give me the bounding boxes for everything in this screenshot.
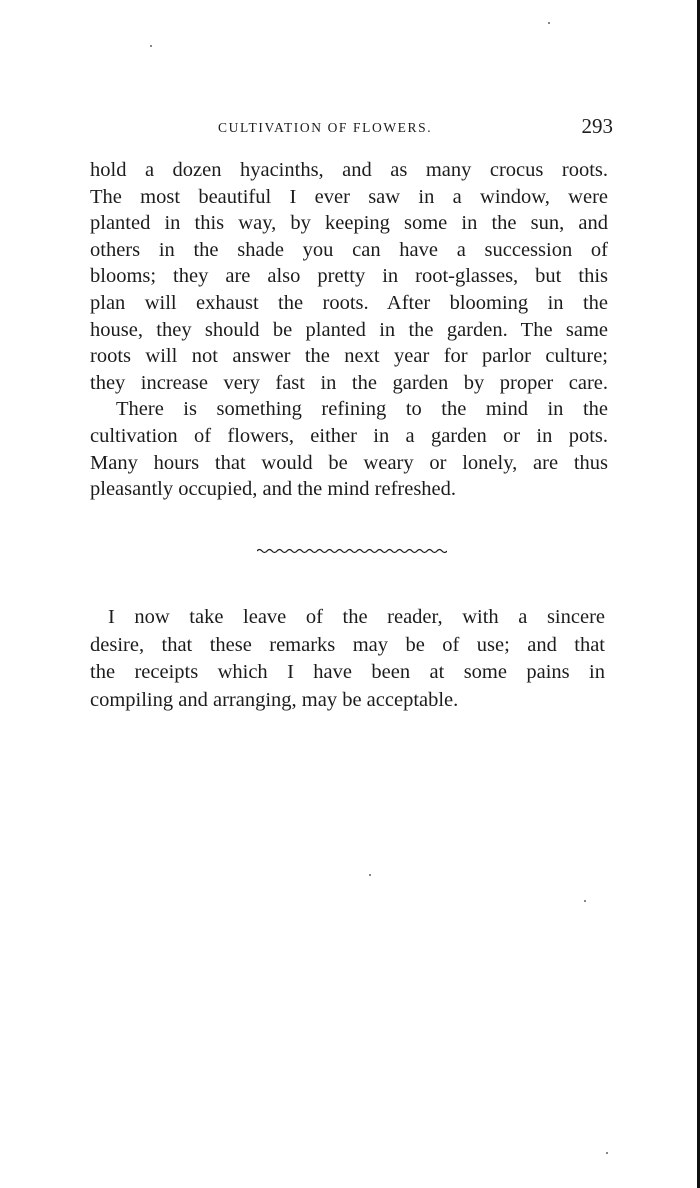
paper-speck [369,874,371,876]
paper-speck [548,22,550,24]
text-line: pleasantly occupied, and the mind refreshed. [90,478,457,501]
text-line: hold a dozen hyacinths, and as many crocus roots. [90,159,608,181]
text-line: blooms; they are also pretty in root-glasses, but this [90,265,608,288]
running-head [218,116,613,140]
text-line: plan will exhaust the roots. After blooming in the [90,291,608,314]
text-line: The most beautiful I ever saw in a window, were [90,185,608,208]
text-line: compiling and arranging, may be acceptable. [90,688,459,711]
text-line: Many hours that would be weary or lonely, are thus [90,451,608,474]
text-line: others in the shade you can have a succession of [90,238,608,261]
text-line: I now take leave of the reader, with a sincere [108,606,605,628]
main-text [90,157,608,503]
paper-speck [150,45,152,47]
text-line: roots will not answer the next year for parlor culture; [90,345,608,368]
closing-paragraph [90,604,605,714]
paper-speck [606,1152,608,1154]
text-line: desire, that these remarks may be of use; and that [90,633,605,656]
running-title: CULTIVATION OF FLOWERS. [218,120,433,135]
text-line: the receipts which I have been at some pains in [90,661,605,683]
text-line: house, they should be planted in the garden. The same [90,318,608,341]
wavy-separator [257,547,447,555]
text-line: they increase very fast in the garden by proper care. [90,371,608,394]
page-number: 293 [581,114,613,138]
text-line: planted in this way, by keeping some in the sun, and [90,212,608,235]
paper-speck [584,900,586,902]
text-line: cultivation of flowers, either in a garden or in pots. [90,424,608,447]
text-line: There is something refining to the mind in the [116,398,608,421]
